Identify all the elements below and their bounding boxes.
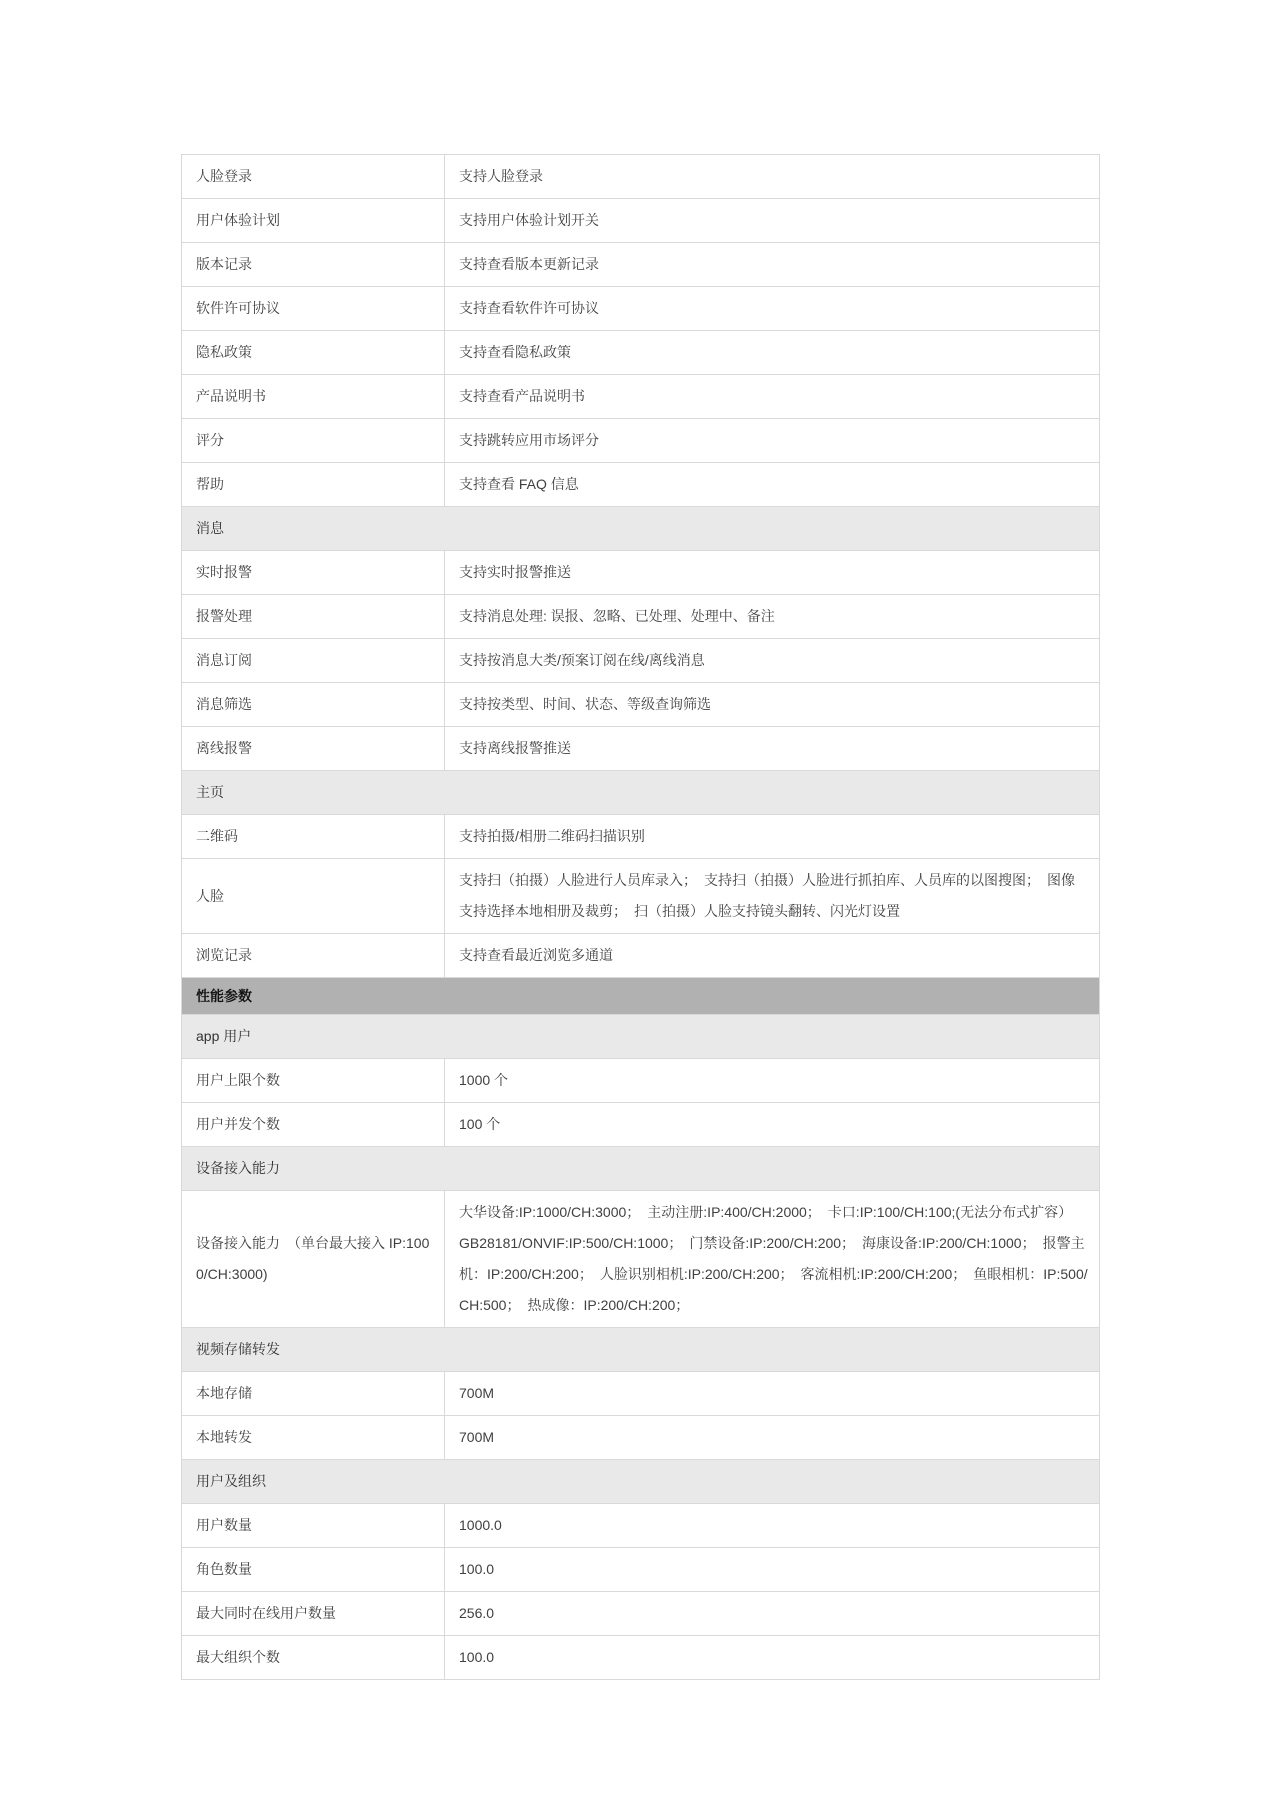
table-row [182, 727, 1100, 771]
table-row [182, 1592, 1100, 1636]
feature-name-cell: 本地转发 [182, 1416, 445, 1460]
table-row [182, 1059, 1100, 1103]
section-header-row [182, 1015, 1100, 1059]
feature-desc-cell: 256.0 [445, 1592, 1100, 1636]
feature-name-cell: 二维码 [182, 815, 445, 859]
feature-name-cell: 消息筛选 [182, 683, 445, 727]
feature-name-cell: 帮助 [182, 463, 445, 507]
table-row [182, 815, 1100, 859]
feature-desc-cell: 支持按消息大类/预案订阅在线/离线消息 [445, 639, 1100, 683]
feature-name-cell: 人脸登录 [182, 155, 445, 199]
feature-desc-cell: 700M [445, 1416, 1100, 1460]
table-row [182, 1504, 1100, 1548]
feature-name-cell: 人脸 [182, 859, 445, 934]
feature-name-cell: 最大同时在线用户数量 [182, 1592, 445, 1636]
feature-desc-cell: 支持人脸登录 [445, 155, 1100, 199]
table-row [182, 419, 1100, 463]
feature-desc-cell: 100.0 [445, 1548, 1100, 1592]
feature-desc-cell: 支持查看软件许可协议 [445, 287, 1100, 331]
feature-desc-cell: 支持消息处理: 误报、忽略、已处理、处理中、备注 [445, 595, 1100, 639]
table-row [182, 463, 1100, 507]
table-row [182, 551, 1100, 595]
feature-name-cell: 浏览记录 [182, 934, 445, 978]
feature-name-cell: 用户体验计划 [182, 199, 445, 243]
feature-name-cell: 消息订阅 [182, 639, 445, 683]
feature-desc-cell: 700M [445, 1372, 1100, 1416]
section-header-row [182, 507, 1100, 551]
feature-desc-cell: 支持查看 FAQ 信息 [445, 463, 1100, 507]
spec-table [181, 154, 1100, 1680]
feature-name-cell: 产品说明书 [182, 375, 445, 419]
feature-name-cell: 用户上限个数 [182, 1059, 445, 1103]
table-row [182, 595, 1100, 639]
feature-name-cell: 评分 [182, 419, 445, 463]
feature-name-cell: 隐私政策 [182, 331, 445, 375]
section-header-cell: 主页 [182, 771, 1100, 815]
feature-desc-cell: 1000 个 [445, 1059, 1100, 1103]
table-row [182, 1636, 1100, 1680]
feature-name-cell: 软件许可协议 [182, 287, 445, 331]
feature-desc-cell: 支持跳转应用市场评分 [445, 419, 1100, 463]
section-header-cell: app 用户 [182, 1015, 1100, 1059]
section-header-cell: 用户及组织 [182, 1460, 1100, 1504]
section-header-cell: 设备接入能力 [182, 1147, 1100, 1191]
feature-name-cell: 设备接入能力 （单台最大接入 IP:1000/CH:3000) [182, 1191, 445, 1328]
feature-desc-cell: 支持实时报警推送 [445, 551, 1100, 595]
feature-desc-cell: 100.0 [445, 1636, 1100, 1680]
section-header-row [182, 771, 1100, 815]
feature-desc-cell: 支持拍摄/相册二维码扫描识别 [445, 815, 1100, 859]
table-row [182, 1103, 1100, 1147]
section-header-strong-cell: 性能参数 [182, 978, 1100, 1015]
table-row [182, 639, 1100, 683]
feature-desc-cell: 支持按类型、时间、状态、等级查询筛选 [445, 683, 1100, 727]
table-row [182, 1416, 1100, 1460]
table-row [182, 1548, 1100, 1592]
table-row [182, 934, 1100, 978]
feature-desc-cell: 100 个 [445, 1103, 1100, 1147]
feature-name-cell: 最大组织个数 [182, 1636, 445, 1680]
feature-desc-cell: 支持查看产品说明书 [445, 375, 1100, 419]
feature-name-cell: 实时报警 [182, 551, 445, 595]
table-row [182, 155, 1100, 199]
feature-name-cell: 用户并发个数 [182, 1103, 445, 1147]
feature-desc-cell: 支持离线报警推送 [445, 727, 1100, 771]
feature-name-cell: 角色数量 [182, 1548, 445, 1592]
table-row [182, 1191, 1100, 1328]
table-row [182, 287, 1100, 331]
feature-name-cell: 版本记录 [182, 243, 445, 287]
feature-name-cell: 报警处理 [182, 595, 445, 639]
table-row [182, 199, 1100, 243]
section-header-row [182, 1328, 1100, 1372]
spec-table-body [182, 155, 1100, 1680]
feature-name-cell: 本地存储 [182, 1372, 445, 1416]
feature-name-cell: 离线报警 [182, 727, 445, 771]
feature-name-cell: 用户数量 [182, 1504, 445, 1548]
section-header-row [182, 1460, 1100, 1504]
feature-desc-cell: 支持用户体验计划开关 [445, 199, 1100, 243]
feature-desc-cell: 1000.0 [445, 1504, 1100, 1548]
section-header-cell: 视频存储转发 [182, 1328, 1100, 1372]
table-row [182, 1372, 1100, 1416]
table-row [182, 683, 1100, 727]
feature-desc-cell: 支持查看最近浏览多通道 [445, 934, 1100, 978]
feature-desc-cell: 支持查看版本更新记录 [445, 243, 1100, 287]
table-row [182, 331, 1100, 375]
table-row [182, 243, 1100, 287]
section-header-cell: 消息 [182, 507, 1100, 551]
feature-desc-cell: 支持扫（拍摄）人脸进行人员库录入； 支持扫（拍摄）人脸进行抓拍库、人员库的以图搜图； 图像支持选择本地相册及裁剪； 扫（拍摄）人脸支持镜头翻转、闪光灯设置 [445, 859, 1100, 934]
section-header-row [182, 978, 1100, 1015]
table-row [182, 859, 1100, 934]
feature-desc-cell: 支持查看隐私政策 [445, 331, 1100, 375]
section-header-row [182, 1147, 1100, 1191]
feature-desc-cell: 大华设备:IP:1000/CH:3000； 主动注册:IP:400/CH:2000； 卡口:IP:100/CH:100;(无法分布式扩容） GB28181/ONVIF:IP:500/CH:1000； 门禁设备:IP:200/CH:200； 海康设备:IP:200/CH:1000； 报警主机：IP:200/CH:200； 人脸识别相机:IP:200/CH:200； 客流相机:IP:200/CH:200； 鱼眼相机：IP:500/CH:500； 热成像：IP:200/CH:200； [445, 1191, 1100, 1328]
table-row [182, 375, 1100, 419]
